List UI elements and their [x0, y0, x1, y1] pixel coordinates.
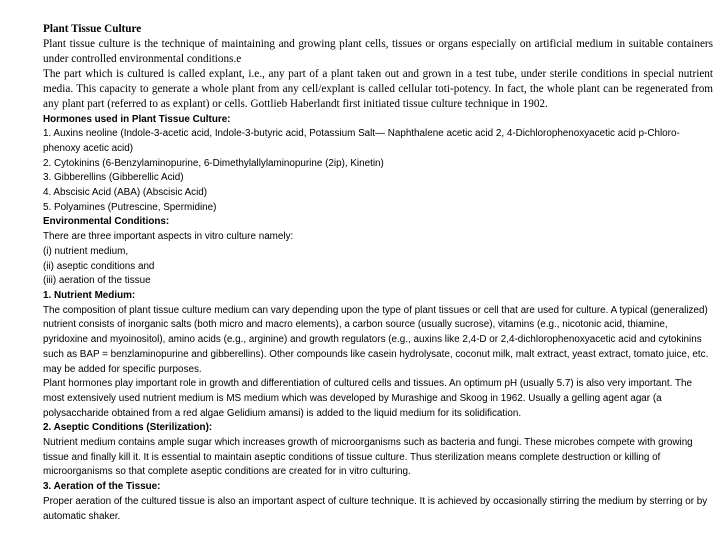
list-item: 5. Polyamines (Putrescine, Spermidine) — [43, 201, 217, 213]
nutrient-paragraph-1: The composition of plant tissue culture medium can vary depending upon the type of plant tissues or cell that are used for culture. A typical (generalized) nutrient consists of inorganic salts (both micro and macro elements), a carbon source (usually sucrose), vitamins (e.g., nicotonic acid, thiamine, pyridoxine and myoinositol), amino acids (e.g., arginine) and growth regulators (e.g., auxins like 2,4-D or 2,4-dichlorophenoxyacetic acid and cytokinins such as BAP = benzlaminopurine and gibberellins). Other compounds like casein hydrolysate, coconut milk, malt extract, yeast extract, tomato juice, etc. may be added for specific purposes. — [43, 304, 709, 375]
environment-intro: There are three important aspects in vitro culture namely: — [43, 231, 294, 243]
list-item: 1. Auxins neoline (Indole-3-acetic acid, Indole-3-butyric acid, Potassium Salt— Naphthalene acetic acid 2, 4-Dichlorophenoxyacetic acid p-Chloro-phenoxy acetic acid) — [43, 128, 680, 154]
environment-list — [43, 245, 713, 289]
aeration-paragraph: Proper aeration of the cultured tissue is also an important aspect of culture technique. It is achieved by occasionally stirring the medium by sterring or by automatic shaker. — [43, 495, 708, 522]
document-body — [43, 22, 713, 524]
aeration-heading: 3. Aeration of the Tissue: — [43, 481, 161, 493]
aseptic-heading: 2. Aseptic Conditions (Sterilization): — [43, 422, 213, 434]
intro-paragraph-1: Plant tissue culture is the technique of maintaining and growing plant cells, tissues or organs especially on artificial medium in suitable containers under controlled environmental conditions.e — [43, 38, 713, 66]
hormones-heading: Hormones used in Plant Tissue Culture: — [43, 113, 231, 125]
list-item: 3. Gibberellins (Gibberellic Acid) — [43, 172, 184, 184]
intro-paragraph-2: The part which is cultured is called explant, i.e., any part of a plant taken out and grown in a test tube, under sterile conditions in special nutrient media. This capacity to generate a whole plant from any cell/explant is called cellular toti-potency. In fact, the whole plant can be regenerated from any plant part (referred to as explant) or cells. Gottlieb Haberlandt first initiated tissue culture technique in 1902. — [43, 68, 713, 111]
hormone-list — [43, 127, 713, 215]
list-item: (iii) aeration of the tissue — [43, 275, 151, 287]
page-title: Plant Tissue Culture — [43, 23, 142, 35]
list-item: 2. Cytokinins (6-Benzylaminopurine, 6-Dimethylallylaminopurine (2ip), Kinetin) — [43, 157, 384, 169]
environment-heading: Environmental Conditions: — [43, 216, 170, 228]
list-item: (ii) aseptic conditions and — [43, 260, 155, 272]
nutrient-heading: 1. Nutrient Medium: — [43, 290, 136, 301]
list-item: (i) nutrient medium, — [43, 245, 129, 257]
aseptic-paragraph: Nutrient medium contains ample sugar which increases growth of microorganisms such as bacteria and fungi. These microbes compete with growing tissue and finally kill it. It is essential to maintain aseptic conditions of tissue culture. Thus sterilization means complete destruction or killing of microorganisms so that complete aseptic conditions are created for in vitro culturing. — [43, 437, 693, 478]
list-item: 4. Abscisic Acid (ABA) (Abscisic Acid) — [43, 187, 208, 199]
nutrient-paragraph-2: Plant hormones play important role in growth and differentiation of cultured cells and tissues. An optimum pH (usually 5.7) is also very important. The most extensively used nutrient medium is MS medium which was developed by Murashige and Skoog in 1962. Usually a gelling agent agar (a polysaccharide obtained from a red algae Gelidium amansi) is added to the liquid medium for its solidification. — [43, 378, 692, 419]
